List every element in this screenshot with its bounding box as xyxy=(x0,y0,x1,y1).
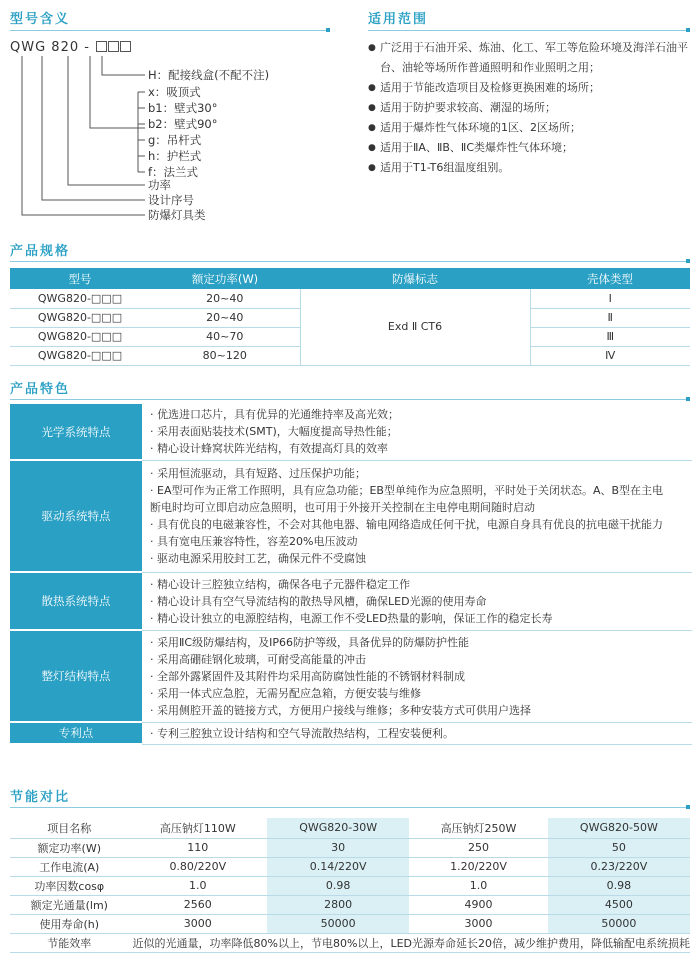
scope-item: ● 适用于爆炸性气体环境的1区、2区场所； xyxy=(368,118,693,138)
scope-list xyxy=(368,38,693,178)
cmp-cell: 2560 xyxy=(129,895,268,914)
feature-category: 光学系统特点 xyxy=(10,404,142,460)
cmp-cell: 4900 xyxy=(409,895,548,914)
divider xyxy=(10,261,690,262)
cmp-cell: 0.23/220V xyxy=(548,857,690,876)
features-table xyxy=(10,404,692,745)
spec-power: 40~70 xyxy=(150,327,300,346)
table-row xyxy=(10,838,690,857)
cmp-cell: 0.80/220V xyxy=(129,857,268,876)
divider-mark xyxy=(686,805,690,809)
code-label-power: 功率 xyxy=(148,178,171,192)
feature-group-patent xyxy=(10,722,692,744)
feature-category: 整灯结构特点 xyxy=(10,630,142,722)
cmp-header: QWG820-50W xyxy=(548,818,690,838)
feature-item: · EA型可作为正常工作照明，具有应急功能；EB型单纯作为应急照明，平时处于关闭状态。A、B型在主电 xyxy=(150,484,664,497)
cmp-cell: 3000 xyxy=(129,914,268,933)
cmp-cell: 额定功率(W) xyxy=(10,838,129,857)
cmp-cell: 功率因数cosφ xyxy=(10,876,129,895)
table-row xyxy=(10,914,690,933)
model-meaning-title: 型号含义 xyxy=(10,12,71,27)
cmp-cell: 额定光通量(lm) xyxy=(10,895,129,914)
feature-category: 专利点 xyxy=(10,722,142,744)
cmp-efficiency-label: 节能效率 xyxy=(10,933,129,952)
feature-item: · 精心设计蜂窝状阵光结构，有效提高灯具的效率 xyxy=(150,442,388,456)
cmp-header: QWG820-30W xyxy=(267,818,409,838)
spec-power: 20~40 xyxy=(150,308,300,327)
cmp-cell: 2800 xyxy=(267,895,409,914)
cmp-cell: 0.98 xyxy=(548,876,690,895)
code-label-f: f：法兰式 xyxy=(148,165,199,179)
cmp-cell: 50000 xyxy=(267,914,409,933)
feature-item: 断电时均可立即启动应急照明，也可用于外接开关控制在主电停电期间随时启动 xyxy=(150,501,535,514)
table-row xyxy=(10,895,690,914)
spec-type: Ⅲ xyxy=(530,327,690,346)
cmp-cell: 0.98 xyxy=(267,876,409,895)
feature-category: 驱动系统特点 xyxy=(10,460,142,572)
code-label-h2: h：护栏式 xyxy=(148,149,202,163)
cmp-header: 高压钠灯250W xyxy=(409,818,548,838)
spec-table xyxy=(10,268,690,366)
feature-group-optical xyxy=(10,404,692,460)
scope-item: ● 适用于ⅡA、ⅡB、ⅡC类爆炸性气体环境； xyxy=(368,138,693,158)
feature-item: · 采用表面贴装技术(SMT)，大幅度提高导热性能； xyxy=(150,425,398,439)
code-label-b1: b1：壁式30° xyxy=(148,101,218,115)
cmp-cell: 50000 xyxy=(548,914,690,933)
code-label-b2: b2：壁式90° xyxy=(148,117,218,131)
scope-item: ● 广泛用于石油开采、炼油、化工、军工等危险环境及海洋石油平台、油轮等场所作普通照明和作业照明之用； xyxy=(368,38,693,78)
comparison-title: 节能对比 xyxy=(10,790,71,805)
cmp-header: 项目名称 xyxy=(10,818,129,838)
spec-model: QWG820-□□□ xyxy=(10,327,150,346)
feature-group-driver xyxy=(10,460,692,572)
cmp-cell: 1.20/220V xyxy=(409,857,548,876)
scope-item: ● 适用于防护要求较高、潮湿的场所； xyxy=(368,98,693,118)
cmp-cell: 1.0 xyxy=(409,876,548,895)
spec-type: Ⅳ xyxy=(530,346,690,365)
cmp-cell: 250 xyxy=(409,838,548,857)
spec-header-power: 额定功率(W) xyxy=(150,268,300,289)
spec-header-type: 壳体类型 xyxy=(530,268,690,289)
feature-item: · 采用恒流驱动，具有短路、过压保护功能； xyxy=(150,467,366,480)
spec-title: 产品规格 xyxy=(10,244,71,259)
scope-item: ● 适用于节能改造项目及检修更换困难的场所； xyxy=(368,78,693,98)
code-label-g: g：吊杆式 xyxy=(148,133,202,147)
table-row xyxy=(10,933,690,952)
spec-header-model: 型号 xyxy=(10,268,150,289)
feature-category: 散热系统特点 xyxy=(10,572,142,630)
feature-item: · 具有宽电压兼容特性，容差20%电压波动 xyxy=(150,535,358,548)
feature-item: · 具有优良的电磁兼容性，不会对其他电器、输电网络造成任何干扰，电源自身具有优良的抗电磁干扰能力 xyxy=(150,518,663,531)
code-label-x: x：吸顶式 xyxy=(148,85,201,99)
spec-model: QWG820-□□□ xyxy=(10,346,150,365)
cmp-cell: 使用寿命(h) xyxy=(10,914,129,933)
cmp-cell: 4500 xyxy=(548,895,690,914)
cmp-cell: 0.14/220V xyxy=(267,857,409,876)
feature-item: · 采用ⅡC级防爆结构，及IP66防护等级，具备优异的防爆防护性能 xyxy=(150,635,469,649)
feature-item: · 驱动电源采用胶封工艺，确保元件不受腐蚀 xyxy=(150,552,366,565)
cmp-efficiency-text: 近似的光通量，功率降低80%以上，节电80%以上，LED光源寿命延长20倍，减少维护费用，降低输配电系统损耗 xyxy=(129,933,690,952)
spec-model: QWG820-□□□ xyxy=(10,289,150,308)
table-row xyxy=(10,876,690,895)
feature-group-structure xyxy=(10,630,692,722)
cmp-header: 高压钠灯110W xyxy=(129,818,268,838)
model-code-prefix: QWG 820 - xyxy=(10,40,90,55)
feature-item: · 全部外露紧固件及其附件均采用高防腐蚀性能的不锈钢材料制成 xyxy=(150,669,465,683)
feature-item: · 专利三腔独立设计结构和空气导流散热结构，工程安装便利。 xyxy=(150,726,454,740)
table-row xyxy=(10,289,690,308)
table-row xyxy=(10,857,690,876)
code-label-h: H：配接线盒(不配不注) xyxy=(148,68,270,82)
feature-item: · 采用侧腔开盖的链接方式，方便用户接线与维修；多种安装方式可供用户选择 xyxy=(150,703,531,717)
divider-mark xyxy=(686,397,690,401)
cmp-cell: 工作电流(A) xyxy=(10,857,129,876)
spec-power: 80~120 xyxy=(150,346,300,365)
feature-item: · 精心设计具有空气导流结构的散热导风槽，确保LED光源的使用寿命 xyxy=(150,594,487,608)
feature-group-cooling xyxy=(10,572,692,630)
feature-item: · 采用高硼硅钢化玻璃，可耐受高能量的冲击 xyxy=(150,652,366,666)
spec-type: Ⅰ xyxy=(530,289,690,308)
feature-item: · 采用一体式应急腔，无需另配应急箱，方便安装与维修 xyxy=(150,686,421,700)
feature-item: · 精心设计独立的电源腔结构，电源工作不受LED热量的影响，保证工作的稳定长寿 xyxy=(150,611,553,625)
spec-header-ex: 防爆标志 xyxy=(300,268,530,289)
scope-item: ● 适用于T1-T6组温度组别。 xyxy=(368,158,693,178)
divider xyxy=(10,807,690,808)
comparison-table xyxy=(10,818,690,953)
features-title: 产品特色 xyxy=(10,382,71,397)
scope-title: 适用范围 xyxy=(368,12,429,27)
cmp-cell: 1.0 xyxy=(129,876,268,895)
divider-mark xyxy=(686,259,690,263)
divider xyxy=(368,30,690,31)
code-label-design: 设计序号 xyxy=(148,193,194,207)
spec-ex-mark: Exd Ⅱ CT6 xyxy=(300,289,530,365)
spec-model: QWG820-□□□ xyxy=(10,308,150,327)
code-label-category: 防爆灯具类 xyxy=(148,208,206,222)
spec-type: Ⅱ xyxy=(530,308,690,327)
feature-item: · 优选进口芯片，具有优异的光通维持率及高光效； xyxy=(150,408,399,422)
cmp-cell: 30 xyxy=(267,838,409,857)
divider-mark xyxy=(686,28,690,32)
cmp-cell: 110 xyxy=(129,838,268,857)
cmp-cell: 3000 xyxy=(409,914,548,933)
divider xyxy=(10,399,690,400)
spec-power: 20~40 xyxy=(150,289,300,308)
feature-item: · 精心设计三腔独立结构，确保各电子元器件稳定工作 xyxy=(150,577,410,591)
cmp-cell: 50 xyxy=(548,838,690,857)
